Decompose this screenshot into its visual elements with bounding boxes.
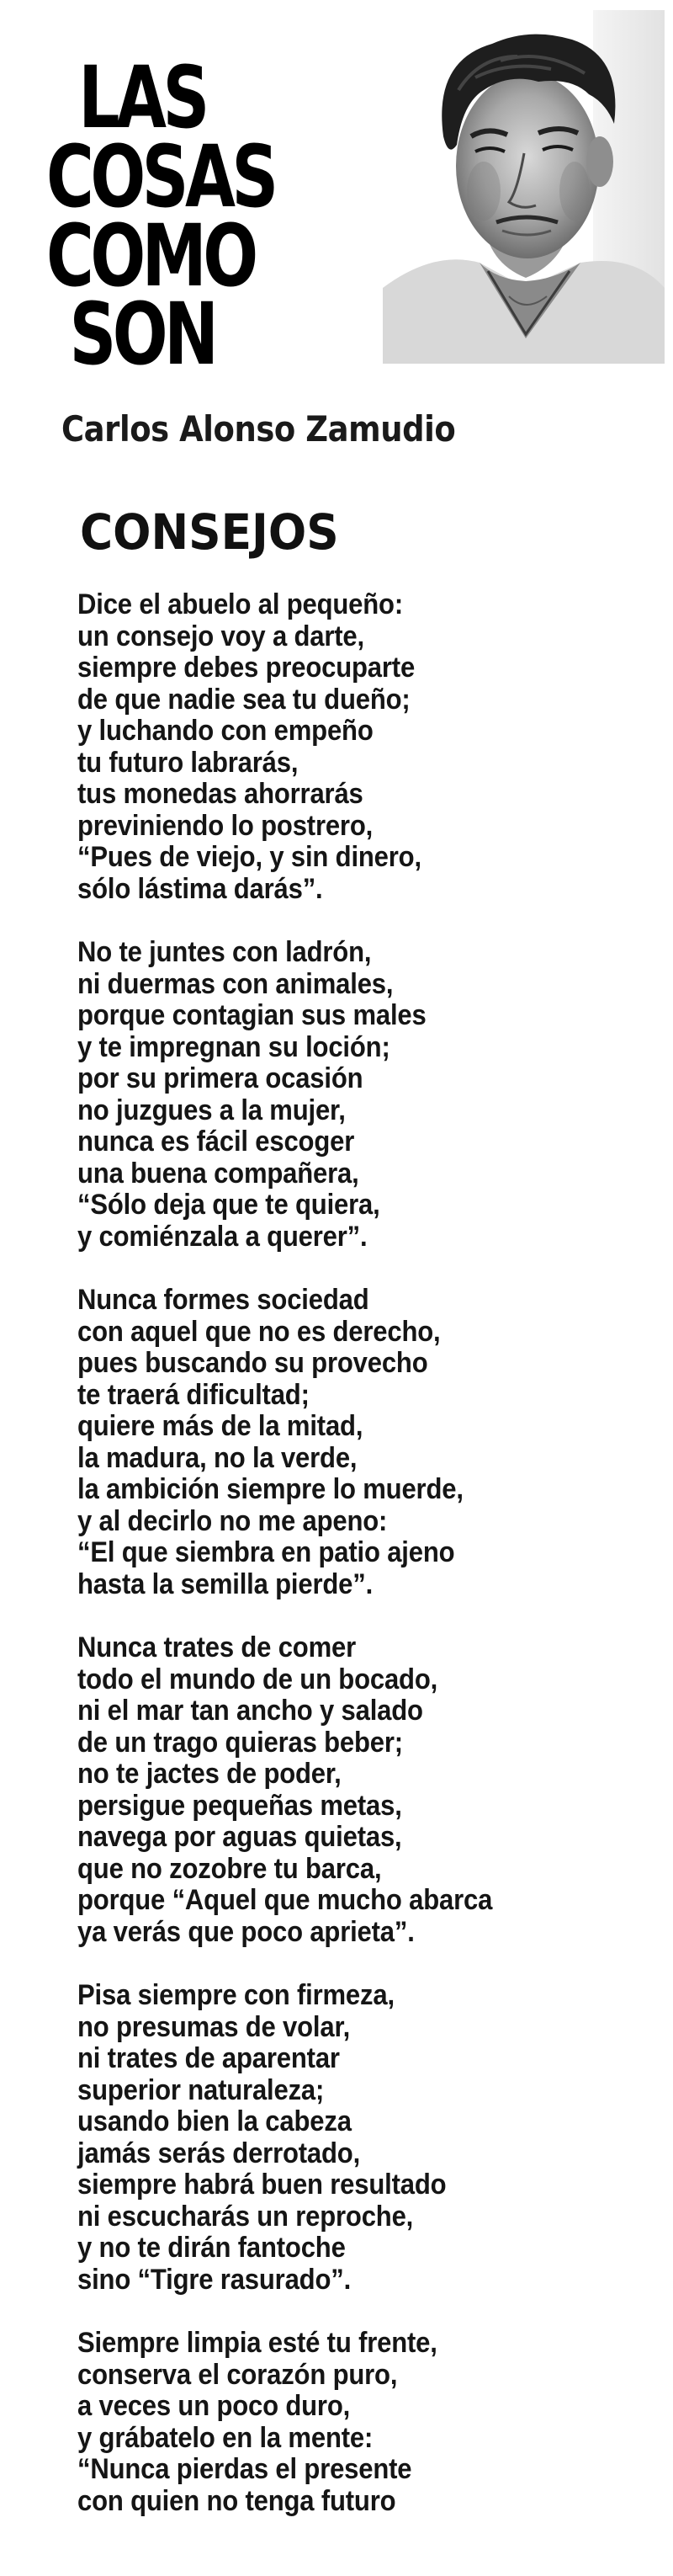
- poem-body: [77, 589, 666, 2549]
- poem-verse: tus monedas ahorrarás: [77, 778, 363, 810]
- poem-verse: siempre habrá buen resultado: [77, 2169, 447, 2201]
- poem-verse: persigue pequeñas metas,: [77, 1789, 402, 1822]
- poem-verse: No te juntes con ladrón,: [77, 936, 372, 968]
- poem-verse: un consejo voy a darte,: [77, 620, 364, 652]
- poem-verse: con aquel que no es derecho,: [77, 1315, 441, 1348]
- poem-verse: no te jactes de poder,: [77, 1758, 342, 1790]
- poem-verse: quiere más de la mitad,: [77, 1410, 363, 1442]
- poem-verse: y no te dirán fantoche: [77, 2232, 346, 2264]
- poem-verse: ni duermas con animales,: [77, 967, 394, 1000]
- poem-verse: nunca es fácil escoger: [77, 1126, 355, 1158]
- author-portrait-photo: [383, 10, 665, 364]
- poem-verse: Nunca trates de comer: [77, 1631, 357, 1663]
- poem-verse: sólo lástima darás”.: [77, 872, 323, 905]
- poem-verse: “Sólo deja que te quiera,: [77, 1189, 380, 1221]
- poem-stanza: [77, 1632, 666, 1948]
- poem-verse: y te impregnan su loción;: [77, 1030, 390, 1063]
- poem-verse: con quien no tenga futuro: [77, 2484, 396, 2517]
- masthead-line: SON: [69, 285, 215, 386]
- poem-verse: tu futuro labrarás,: [77, 746, 299, 779]
- masthead-line: COMO: [46, 205, 255, 306]
- poem-stanza: [77, 1285, 666, 1600]
- poem-stanza: [77, 2328, 666, 2517]
- poem-verse: de que nadie sea tu dueño;: [77, 683, 411, 716]
- poem-title: CONSEJOS: [80, 503, 339, 561]
- poem-verse: ni trates de aparentar: [77, 2042, 340, 2074]
- poem-verse: previniendo lo postrero,: [77, 809, 374, 842]
- poem-verse: a veces un poco duro,: [77, 2390, 351, 2422]
- poem-verse: porque “Aquel que mucho abarca: [77, 1884, 493, 1916]
- poem-verse: de un trago quieras beber;: [77, 1726, 403, 1759]
- poem-verse: ya verás que poco aprieta”.: [77, 1915, 415, 1948]
- poem-verse: no presumas de volar,: [77, 2010, 351, 2043]
- poem-verse: “Nunca pierdas el presente: [77, 2453, 412, 2485]
- poem-verse: sino “Tigre rasurado”.: [77, 2263, 352, 2296]
- poem-verse: Pisa siempre con firmeza,: [77, 1979, 395, 2011]
- poem-stanza: [77, 937, 666, 1253]
- poem-verse: no juzgues a la mujer,: [77, 1094, 346, 1126]
- portrait-image: [383, 10, 665, 364]
- poem-verse: Nunca formes sociedad: [77, 1284, 369, 1316]
- poem-verse: siempre debes preocuparte: [77, 652, 416, 684]
- poem-verse: Dice el abuelo al pequeño:: [77, 588, 403, 620]
- poem-verse: porque contagian sus males: [77, 999, 427, 1031]
- poem-verse: hasta la semilla pierde”.: [77, 1567, 374, 1600]
- poem-verse: jamás serás derrotado,: [77, 2137, 361, 2169]
- poem-verse: y al decirlo no me apeno:: [77, 1504, 388, 1537]
- poem-verse: por su primera ocasión: [77, 1062, 363, 1094]
- masthead-line: COSAS: [46, 126, 275, 227]
- column-masthead: [46, 48, 275, 386]
- poem-verse: “El que siembra en patio ajeno: [77, 1536, 455, 1568]
- poem-verse: conserva el corazón puro,: [77, 2358, 398, 2391]
- poem-verse: superior naturaleza;: [77, 2073, 325, 2106]
- poem-verse: y grábatelo en la mente:: [77, 2421, 374, 2454]
- poem-verse: ni escucharás un reproche,: [77, 2200, 414, 2233]
- poem-stanza: [77, 589, 666, 905]
- author-name: Carlos Alonso Zamudio: [61, 408, 456, 450]
- poem-stanza: [77, 1980, 666, 2296]
- poem-verse: ni el mar tan ancho y salado: [77, 1695, 423, 1727]
- poem-verse: una buena compañera,: [77, 1157, 359, 1190]
- poem-verse: pues buscando su provecho: [77, 1347, 428, 1379]
- poem-verse: “Pues de viejo, y sin dinero,: [77, 841, 421, 873]
- masthead-line: LAS: [78, 48, 206, 148]
- poem-verse: que no zozobre tu barca,: [77, 1852, 382, 1885]
- poem-verse: Siempre limpia esté tu frente,: [77, 2327, 437, 2359]
- poem-verse: todo el mundo de un bocado,: [77, 1663, 438, 1695]
- poem-verse: y comiénzala a querer”.: [77, 1220, 368, 1253]
- poem-verse: navega por aguas quietas,: [77, 1821, 402, 1853]
- poem-verse: te traerá dificultad;: [77, 1378, 310, 1411]
- poem-verse: la ambición siempre lo muerde,: [77, 1473, 464, 1505]
- poem-verse: la madura, no la verde,: [77, 1441, 358, 1474]
- poem-verse: usando bien la cabeza: [77, 2105, 352, 2137]
- poem-verse: y luchando con empeño: [77, 715, 374, 747]
